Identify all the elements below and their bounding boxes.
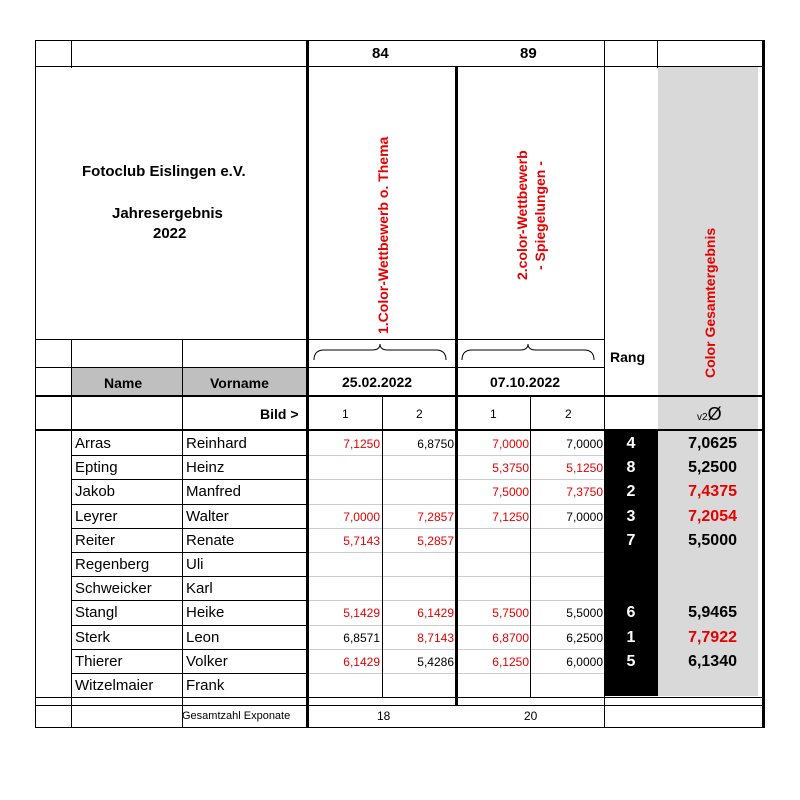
row-firstname: Manfred bbox=[186, 483, 242, 500]
comp1-date: 25.02.2022 bbox=[342, 374, 413, 390]
row-score-s4: 5,5000 bbox=[566, 606, 603, 620]
row-firstname: Uli bbox=[186, 556, 204, 573]
row-total: 7,4375 bbox=[688, 483, 737, 500]
row-total: 7,0625 bbox=[688, 435, 737, 452]
row-firstname: Renate bbox=[186, 532, 235, 549]
row-name: Thierer bbox=[75, 653, 123, 670]
total-title: Color Gesamtergebnis bbox=[701, 227, 718, 378]
row-score-s2: 8,7143 bbox=[417, 631, 454, 645]
row-name: Stangl bbox=[75, 604, 118, 621]
row-rank: 4 bbox=[626, 435, 636, 452]
average-header bbox=[697, 405, 722, 424]
row-score-s2: 6,1429 bbox=[417, 606, 454, 620]
row-total: 6,1340 bbox=[688, 653, 737, 670]
row-score-s1: 5,1429 bbox=[343, 606, 380, 620]
row-score-s4: 7,0000 bbox=[566, 510, 603, 524]
row-score-s2: 6,8750 bbox=[417, 437, 454, 451]
row-score-s4: 6,0000 bbox=[566, 655, 603, 669]
rank-label: Rang bbox=[610, 349, 645, 365]
row-firstname: Frank bbox=[186, 677, 225, 694]
row-name: Epting bbox=[75, 459, 118, 476]
report-year: 2022 bbox=[153, 225, 187, 242]
row-name: Sterk bbox=[75, 629, 111, 646]
comp1-number: 84 bbox=[372, 45, 389, 62]
total-exhibits-label: Gesamtzahl Exponate bbox=[182, 710, 291, 722]
name-header: Name bbox=[104, 375, 143, 391]
row-name: Witzelmaier bbox=[75, 677, 154, 694]
row-score-s3: 6,8700 bbox=[492, 631, 529, 645]
total-exhibits-comp2: 20 bbox=[524, 709, 538, 723]
comp2-date: 07.10.2022 bbox=[490, 374, 561, 390]
comp2-title-line1: 2.color-Wettbewerb bbox=[513, 150, 530, 280]
row-score-s1: 5,7143 bbox=[343, 534, 380, 548]
row-score-s4: 6,2500 bbox=[566, 631, 603, 645]
comp1-brace bbox=[312, 342, 452, 362]
club-name: Fotoclub Eislingen e.V. bbox=[82, 163, 246, 180]
row-score-s1: 7,1250 bbox=[343, 437, 380, 451]
row-rank: 2 bbox=[626, 483, 636, 500]
comp2-title-line2: - Spiegelungen - bbox=[531, 161, 548, 270]
row-rank: 3 bbox=[626, 508, 636, 525]
row-rank: 7 bbox=[626, 532, 636, 549]
row-rank: 1 bbox=[626, 629, 636, 646]
pic-4: 2 bbox=[565, 407, 572, 421]
row-score-s1: 7,0000 bbox=[343, 510, 380, 524]
row-score-s1: 6,1429 bbox=[343, 655, 380, 669]
row-name: Leyrer bbox=[75, 508, 118, 525]
firstname-header: Vorname bbox=[210, 375, 269, 391]
pic-2: 2 bbox=[416, 407, 423, 421]
row-firstname: Walter bbox=[186, 508, 229, 525]
row-firstname: Leon bbox=[186, 629, 220, 646]
row-total: 5,9465 bbox=[688, 604, 737, 621]
row-firstname: Karl bbox=[186, 580, 213, 597]
report-title: Jahresergebnis bbox=[112, 205, 223, 222]
row-score-s4: 7,0000 bbox=[566, 437, 603, 451]
row-rank: 6 bbox=[626, 604, 636, 621]
row-total: 7,2054 bbox=[688, 508, 737, 525]
row-rank: 8 bbox=[626, 459, 636, 476]
row-firstname: Volker bbox=[186, 653, 228, 670]
row-total: 5,5000 bbox=[688, 532, 737, 549]
row-name: Reiter bbox=[75, 532, 116, 549]
row-score-s1: 6,8571 bbox=[343, 631, 380, 645]
pic-3: 1 bbox=[490, 407, 497, 421]
row-score-s2: 7,2857 bbox=[417, 510, 454, 524]
row-score-s4: 5,1250 bbox=[566, 461, 603, 475]
row-score-s2: 5,4286 bbox=[417, 655, 454, 669]
row-score-s2: 5,2857 bbox=[417, 534, 454, 548]
row-score-s3: 7,0000 bbox=[492, 437, 529, 451]
comp1-title: 1.Color-Wettbewerb o. Thema bbox=[374, 136, 391, 334]
total-exhibits-comp1: 18 bbox=[377, 709, 391, 723]
row-score-s4: 7,3750 bbox=[566, 485, 603, 499]
row-firstname: Reinhard bbox=[186, 435, 247, 452]
row-total: 7,7922 bbox=[688, 629, 737, 646]
pic-1: 1 bbox=[342, 407, 349, 421]
average-icon: Ø bbox=[707, 404, 722, 424]
row-name: Jakob bbox=[75, 483, 116, 500]
row-name: Regenberg bbox=[75, 556, 150, 573]
row-firstname: Heike bbox=[186, 604, 225, 621]
row-name: Arras bbox=[75, 435, 111, 452]
row-score-s3: 7,5000 bbox=[492, 485, 529, 499]
row-rank: 5 bbox=[626, 653, 636, 670]
row-firstname: Heinz bbox=[186, 459, 225, 476]
row-total: 5,2500 bbox=[688, 459, 737, 476]
row-score-s3: 7,1250 bbox=[492, 510, 529, 524]
total-column-bg bbox=[658, 66, 758, 696]
row-name: Schweicker bbox=[75, 580, 152, 597]
row-score-s3: 5,7500 bbox=[492, 606, 529, 620]
row-score-s3: 6,1250 bbox=[492, 655, 529, 669]
bild-label: Bild > bbox=[260, 406, 299, 422]
average-prefix: v2 bbox=[697, 412, 708, 423]
comp2-number: 89 bbox=[520, 45, 537, 62]
comp2-brace bbox=[460, 342, 600, 362]
row-score-s3: 5,3750 bbox=[492, 461, 529, 475]
